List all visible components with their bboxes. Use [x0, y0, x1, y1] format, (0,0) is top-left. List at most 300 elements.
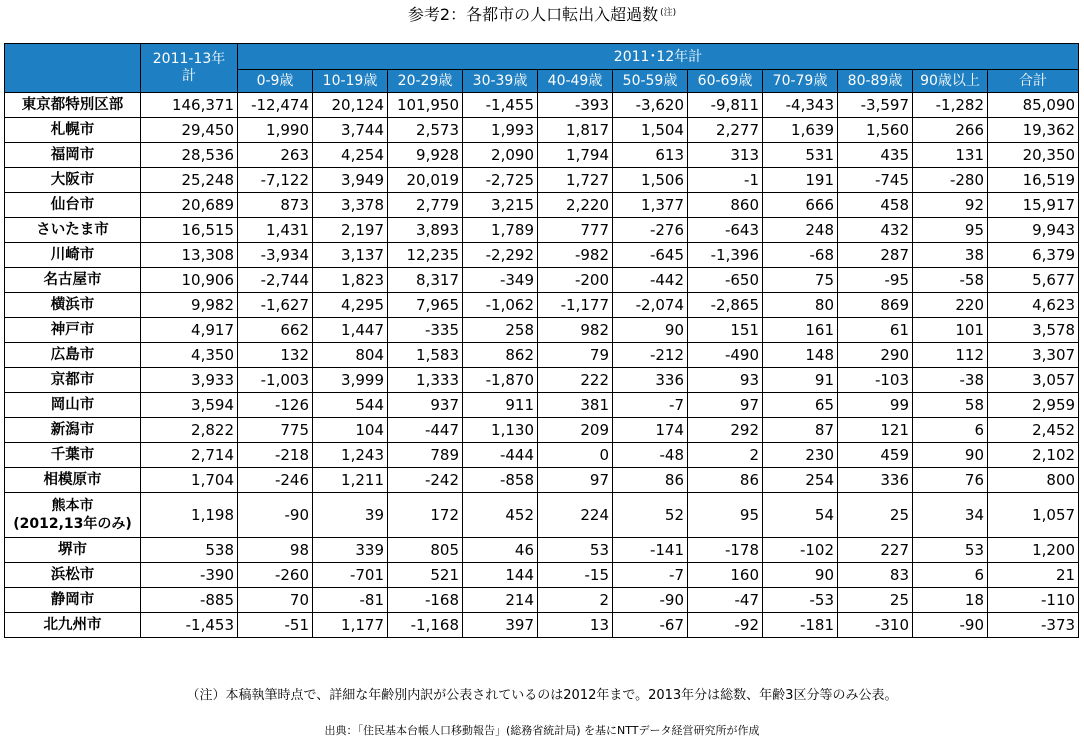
- value-cell: -48: [613, 443, 688, 468]
- value-cell: 174: [613, 418, 688, 443]
- value-cell: 5,677: [988, 268, 1079, 293]
- value-cell: 435: [838, 143, 913, 168]
- value-cell: -335: [388, 318, 463, 343]
- value-cell: 20,350: [988, 143, 1079, 168]
- value-cell: 2,573: [388, 118, 463, 143]
- value-cell: -2,865: [688, 293, 763, 318]
- value-cell: -7: [613, 393, 688, 418]
- value-cell: -67: [613, 613, 688, 638]
- value-cell: 98: [238, 538, 313, 563]
- value-cell: 52: [613, 493, 688, 538]
- value-cell: -95: [838, 268, 913, 293]
- value-cell: 13: [538, 613, 613, 638]
- city-name-cell: [5, 418, 141, 443]
- city-name: 大阪市: [50, 172, 95, 188]
- value-cell: 1,211: [313, 468, 388, 493]
- value-cell: 2,779: [388, 193, 463, 218]
- value-cell: -745: [838, 168, 913, 193]
- value-cell: -3,597: [838, 93, 913, 118]
- value-cell: 254: [763, 468, 838, 493]
- value-cell: 1,993: [463, 118, 538, 143]
- value-cell: 6: [913, 418, 988, 443]
- value-cell: 1,130: [463, 418, 538, 443]
- value-cell: 3,744: [313, 118, 388, 143]
- value-cell: 18: [913, 588, 988, 613]
- value-cell: 459: [838, 443, 913, 468]
- value-cell: 1,560: [838, 118, 913, 143]
- value-cell: -643: [688, 218, 763, 243]
- table-row: [5, 443, 1079, 468]
- value-cell: 3,949: [313, 168, 388, 193]
- value-cell: -178: [688, 538, 763, 563]
- value-cell: 1,794: [538, 143, 613, 168]
- city-name: 川崎市: [50, 247, 95, 263]
- value-cell: -858: [463, 468, 538, 493]
- table-row: [5, 93, 1079, 118]
- value-cell: 7,965: [388, 293, 463, 318]
- value-cell: 224: [538, 493, 613, 538]
- header-city-blank: [5, 44, 141, 93]
- city-name: 浜松市: [50, 567, 95, 583]
- value-cell: 248: [763, 218, 838, 243]
- value-cell: 3,893: [388, 218, 463, 243]
- header-age-band: 70-79歳: [763, 70, 838, 93]
- value-cell: 613: [613, 143, 688, 168]
- value-cell: 3,578: [988, 318, 1079, 343]
- value-cell: 86: [688, 468, 763, 493]
- value-cell: 151: [688, 318, 763, 343]
- value-cell: -490: [688, 343, 763, 368]
- header-total: 合計: [988, 70, 1079, 93]
- value-cell: 9,943: [988, 218, 1079, 243]
- table-row: [5, 193, 1079, 218]
- value-cell: 869: [838, 293, 913, 318]
- value-cell: 2,090: [463, 143, 538, 168]
- value-cell: 336: [613, 368, 688, 393]
- value-cell: 76: [913, 468, 988, 493]
- value-cell: 220: [913, 293, 988, 318]
- value-cell: -280: [913, 168, 988, 193]
- value-cell: -442: [613, 268, 688, 293]
- value-cell: 54: [763, 493, 838, 538]
- value-cell: -373: [988, 613, 1079, 638]
- value-cell: 99: [838, 393, 913, 418]
- value-cell: -126: [238, 393, 313, 418]
- value-cell: 290: [838, 343, 913, 368]
- value-cell: 1,727: [538, 168, 613, 193]
- value-cell: -1,627: [238, 293, 313, 318]
- value-cell: -90: [238, 493, 313, 538]
- city-name-cell: [5, 443, 141, 468]
- value-cell: 3,137: [313, 243, 388, 268]
- value-cell: 93: [688, 368, 763, 393]
- page-title: [0, 4, 1084, 26]
- header-age-band: 80-89歳: [838, 70, 913, 93]
- city-name-cell: [5, 93, 141, 118]
- value-cell: 1,504: [613, 118, 688, 143]
- value-cell: -242: [388, 468, 463, 493]
- value-cell: 9,928: [388, 143, 463, 168]
- header-age-band: 90歳以上: [913, 70, 988, 93]
- value-cell: 804: [313, 343, 388, 368]
- value-cell: 146,371: [141, 93, 238, 118]
- header-group-2011-12: 2011･12年計: [238, 44, 1079, 70]
- value-cell: 83: [838, 563, 913, 588]
- value-cell: 860: [688, 193, 763, 218]
- value-cell: 2: [688, 443, 763, 468]
- value-cell: 2,714: [141, 443, 238, 468]
- value-cell: 160: [688, 563, 763, 588]
- table-row: [5, 218, 1079, 243]
- header-sum-line1: 2011-13年: [152, 51, 226, 67]
- header-age-band: 30-39歳: [463, 70, 538, 93]
- value-cell: 6,379: [988, 243, 1079, 268]
- value-cell: 86: [613, 468, 688, 493]
- value-cell: 775: [238, 418, 313, 443]
- value-cell: 2,220: [538, 193, 613, 218]
- value-cell: -1,003: [238, 368, 313, 393]
- value-cell: -9,811: [688, 93, 763, 118]
- value-cell: -2,744: [238, 268, 313, 293]
- city-name: 堺市: [58, 542, 87, 558]
- value-cell: 79: [538, 343, 613, 368]
- footnote: （注）本稿執筆時点で、詳細な年齢別内訳が公表されているのは2012年まで。2013年分は総数、年齢3区分等のみ公表。: [186, 688, 898, 703]
- value-cell: 95: [913, 218, 988, 243]
- value-cell: 16,515: [141, 218, 238, 243]
- value-cell: 227: [838, 538, 913, 563]
- value-cell: 16,519: [988, 168, 1079, 193]
- city-name-cell: [5, 268, 141, 293]
- city-name-cell: [5, 193, 141, 218]
- value-cell: -260: [238, 563, 313, 588]
- value-cell: 8,317: [388, 268, 463, 293]
- value-cell: 397: [463, 613, 538, 638]
- value-cell: -181: [763, 613, 838, 638]
- city-name-cell: [5, 613, 141, 638]
- header-age-band: 40-49歳: [538, 70, 613, 93]
- value-cell: 3,999: [313, 368, 388, 393]
- table-row: [5, 393, 1079, 418]
- city-name: 福岡市: [50, 147, 95, 163]
- table-header: [5, 44, 1079, 93]
- value-cell: 12,235: [388, 243, 463, 268]
- city-name-cell: [5, 368, 141, 393]
- value-cell: -1,396: [688, 243, 763, 268]
- city-name-cell: [5, 538, 141, 563]
- value-cell: 3,933: [141, 368, 238, 393]
- header-age-band: 20-29歳: [388, 70, 463, 93]
- city-name: さいたま市: [36, 222, 109, 238]
- value-cell: 258: [463, 318, 538, 343]
- value-cell: 20,689: [141, 193, 238, 218]
- city-name: 静岡市: [50, 592, 95, 608]
- value-cell: -15: [538, 563, 613, 588]
- value-cell: -650: [688, 268, 763, 293]
- city-name-sub: (2012,13年のみ): [13, 516, 132, 532]
- value-cell: 1,823: [313, 268, 388, 293]
- value-cell: 112: [913, 343, 988, 368]
- value-cell: -4,343: [763, 93, 838, 118]
- value-cell: 95: [688, 493, 763, 538]
- value-cell: 97: [538, 468, 613, 493]
- city-name-cell: [5, 343, 141, 368]
- value-cell: 20,124: [313, 93, 388, 118]
- value-cell: -1,453: [141, 613, 238, 638]
- value-cell: -81: [313, 588, 388, 613]
- value-cell: 172: [388, 493, 463, 538]
- value-cell: 90: [913, 443, 988, 468]
- value-cell: -1,177: [538, 293, 613, 318]
- value-cell: 90: [763, 563, 838, 588]
- city-name-cell: [5, 218, 141, 243]
- value-cell: -38: [913, 368, 988, 393]
- value-cell: -168: [388, 588, 463, 613]
- value-cell: 1,789: [463, 218, 538, 243]
- value-cell: 982: [538, 318, 613, 343]
- value-cell: 9,982: [141, 293, 238, 318]
- value-cell: 1,506: [613, 168, 688, 193]
- value-cell: 87: [763, 418, 838, 443]
- value-cell: 800: [988, 468, 1079, 493]
- value-cell: 862: [463, 343, 538, 368]
- value-cell: 2,822: [141, 418, 238, 443]
- table-row: [5, 168, 1079, 193]
- city-name: 仙台市: [50, 197, 95, 213]
- value-cell: 70: [238, 588, 313, 613]
- value-cell: 209: [538, 418, 613, 443]
- value-cell: 25: [838, 588, 913, 613]
- value-cell: -2,725: [463, 168, 538, 193]
- value-cell: -3,934: [238, 243, 313, 268]
- value-cell: 1,377: [613, 193, 688, 218]
- value-cell: 1,990: [238, 118, 313, 143]
- value-cell: -1,282: [913, 93, 988, 118]
- value-cell: 91: [763, 368, 838, 393]
- value-cell: -1,870: [463, 368, 538, 393]
- value-cell: 4,917: [141, 318, 238, 343]
- value-cell: 2: [538, 588, 613, 613]
- source-note: 出典：「住民基本台帳人口移動報告」(総務省統計局) を基にNTTデータ経営研究所が作成: [324, 724, 760, 737]
- value-cell: 666: [763, 193, 838, 218]
- table-row: [5, 468, 1079, 493]
- value-cell: 2,277: [688, 118, 763, 143]
- value-cell: 266: [913, 118, 988, 143]
- value-cell: -110: [988, 588, 1079, 613]
- table-row: [5, 538, 1079, 563]
- value-cell: -92: [688, 613, 763, 638]
- value-cell: 521: [388, 563, 463, 588]
- value-cell: -53: [763, 588, 838, 613]
- value-cell: 131: [913, 143, 988, 168]
- value-cell: -90: [913, 613, 988, 638]
- table-row: [5, 563, 1079, 588]
- value-cell: 25: [838, 493, 913, 538]
- value-cell: 777: [538, 218, 613, 243]
- value-cell: 1,333: [388, 368, 463, 393]
- value-cell: 161: [763, 318, 838, 343]
- city-name-cell: [5, 143, 141, 168]
- value-cell: 101,950: [388, 93, 463, 118]
- value-cell: 20,019: [388, 168, 463, 193]
- value-cell: 292: [688, 418, 763, 443]
- value-cell: 263: [238, 143, 313, 168]
- value-cell: 121: [838, 418, 913, 443]
- value-cell: 339: [313, 538, 388, 563]
- value-cell: 19,362: [988, 118, 1079, 143]
- city-name: 相模原市: [43, 472, 102, 488]
- city-name: 熊本市: [51, 498, 94, 514]
- value-cell: -7,122: [238, 168, 313, 193]
- city-name: 京都市: [50, 372, 95, 388]
- value-cell: 34: [913, 493, 988, 538]
- city-name: 神戸市: [50, 322, 95, 338]
- value-cell: 544: [313, 393, 388, 418]
- value-cell: 662: [238, 318, 313, 343]
- value-cell: 3,378: [313, 193, 388, 218]
- value-cell: -58: [913, 268, 988, 293]
- city-name-cell: [5, 563, 141, 588]
- value-cell: 214: [463, 588, 538, 613]
- value-cell: 101: [913, 318, 988, 343]
- value-cell: 132: [238, 343, 313, 368]
- value-cell: -7: [613, 563, 688, 588]
- value-cell: -246: [238, 468, 313, 493]
- value-cell: 1,243: [313, 443, 388, 468]
- value-cell: 1,431: [238, 218, 313, 243]
- value-cell: 15,917: [988, 193, 1079, 218]
- value-cell: 805: [388, 538, 463, 563]
- table-row: [5, 243, 1079, 268]
- value-cell: 531: [763, 143, 838, 168]
- value-cell: 3,215: [463, 193, 538, 218]
- value-cell: 287: [838, 243, 913, 268]
- table-row: [5, 268, 1079, 293]
- value-cell: -1,062: [463, 293, 538, 318]
- value-cell: 2,959: [988, 393, 1079, 418]
- value-cell: 39: [313, 493, 388, 538]
- value-cell: -141: [613, 538, 688, 563]
- value-cell: 4,254: [313, 143, 388, 168]
- value-cell: 2,197: [313, 218, 388, 243]
- value-cell: 911: [463, 393, 538, 418]
- value-cell: 432: [838, 218, 913, 243]
- city-name-cell: [5, 393, 141, 418]
- table-row: [5, 293, 1079, 318]
- header-age-band: 60-69歳: [688, 70, 763, 93]
- value-cell: -68: [763, 243, 838, 268]
- city-name-cell: [5, 493, 141, 538]
- value-cell: -310: [838, 613, 913, 638]
- city-name: 岡山市: [50, 397, 95, 413]
- value-cell: 148: [763, 343, 838, 368]
- value-cell: 85,090: [988, 93, 1079, 118]
- value-cell: -393: [538, 93, 613, 118]
- value-cell: 937: [388, 393, 463, 418]
- city-name: 新潟市: [50, 422, 95, 438]
- value-cell: 38: [913, 243, 988, 268]
- value-cell: -2,292: [463, 243, 538, 268]
- table-body: [5, 93, 1079, 638]
- value-cell: 3,594: [141, 393, 238, 418]
- value-cell: -1,168: [388, 613, 463, 638]
- value-cell: 230: [763, 443, 838, 468]
- city-name: 東京都特別区部: [21, 97, 124, 113]
- table-row: [5, 318, 1079, 343]
- value-cell: 58: [913, 393, 988, 418]
- value-cell: -447: [388, 418, 463, 443]
- value-cell: 104: [313, 418, 388, 443]
- value-cell: -103: [838, 368, 913, 393]
- value-cell: 25,248: [141, 168, 238, 193]
- city-name: 千葉市: [50, 447, 95, 463]
- value-cell: 144: [463, 563, 538, 588]
- table-row: [5, 118, 1079, 143]
- header-age-band: 50-59歳: [613, 70, 688, 93]
- value-cell: 1,639: [763, 118, 838, 143]
- city-name: 横浜市: [50, 297, 95, 313]
- value-cell: 873: [238, 193, 313, 218]
- value-cell: 1,447: [313, 318, 388, 343]
- city-name-cell: [5, 468, 141, 493]
- value-cell: -982: [538, 243, 613, 268]
- value-cell: 222: [538, 368, 613, 393]
- value-cell: 452: [463, 493, 538, 538]
- city-name-cell: [5, 243, 141, 268]
- value-cell: -200: [538, 268, 613, 293]
- value-cell: 2,102: [988, 443, 1079, 468]
- value-cell: 61: [838, 318, 913, 343]
- value-cell: 75: [763, 268, 838, 293]
- value-cell: 3,307: [988, 343, 1079, 368]
- value-cell: 538: [141, 538, 238, 563]
- value-cell: 4,350: [141, 343, 238, 368]
- value-cell: 92: [913, 193, 988, 218]
- migration-table: [4, 43, 1079, 638]
- title-text: 参考2：各都市の人口転出入超過数: [407, 5, 659, 24]
- table-row: [5, 343, 1079, 368]
- table-row: [5, 613, 1079, 638]
- table-row: [5, 588, 1079, 613]
- value-cell: 10,906: [141, 268, 238, 293]
- city-name: 名古屋市: [43, 272, 102, 288]
- city-name-cell: [5, 588, 141, 613]
- value-cell: -3,620: [613, 93, 688, 118]
- header-sum-2011-13: [141, 44, 238, 93]
- value-cell: 789: [388, 443, 463, 468]
- city-name-cell: [5, 318, 141, 343]
- value-cell: -390: [141, 563, 238, 588]
- value-cell: -218: [238, 443, 313, 468]
- value-cell: 53: [913, 538, 988, 563]
- city-name-cell: [5, 293, 141, 318]
- table-row: [5, 418, 1079, 443]
- value-cell: -645: [613, 243, 688, 268]
- city-name: 広島市: [50, 347, 95, 363]
- header-sum-line2: 計: [182, 68, 196, 84]
- value-cell: 97: [688, 393, 763, 418]
- header-age-band: 0-9歳: [238, 70, 313, 93]
- header-age-band: 10-19歳: [313, 70, 388, 93]
- table-row: [5, 368, 1079, 393]
- value-cell: -212: [613, 343, 688, 368]
- value-cell: -47: [688, 588, 763, 613]
- title-note-mark: (注): [660, 8, 677, 18]
- value-cell: 1,198: [141, 493, 238, 538]
- value-cell: 458: [838, 193, 913, 218]
- value-cell: 1,583: [388, 343, 463, 368]
- value-cell: 1,200: [988, 538, 1079, 563]
- table-row: [5, 143, 1079, 168]
